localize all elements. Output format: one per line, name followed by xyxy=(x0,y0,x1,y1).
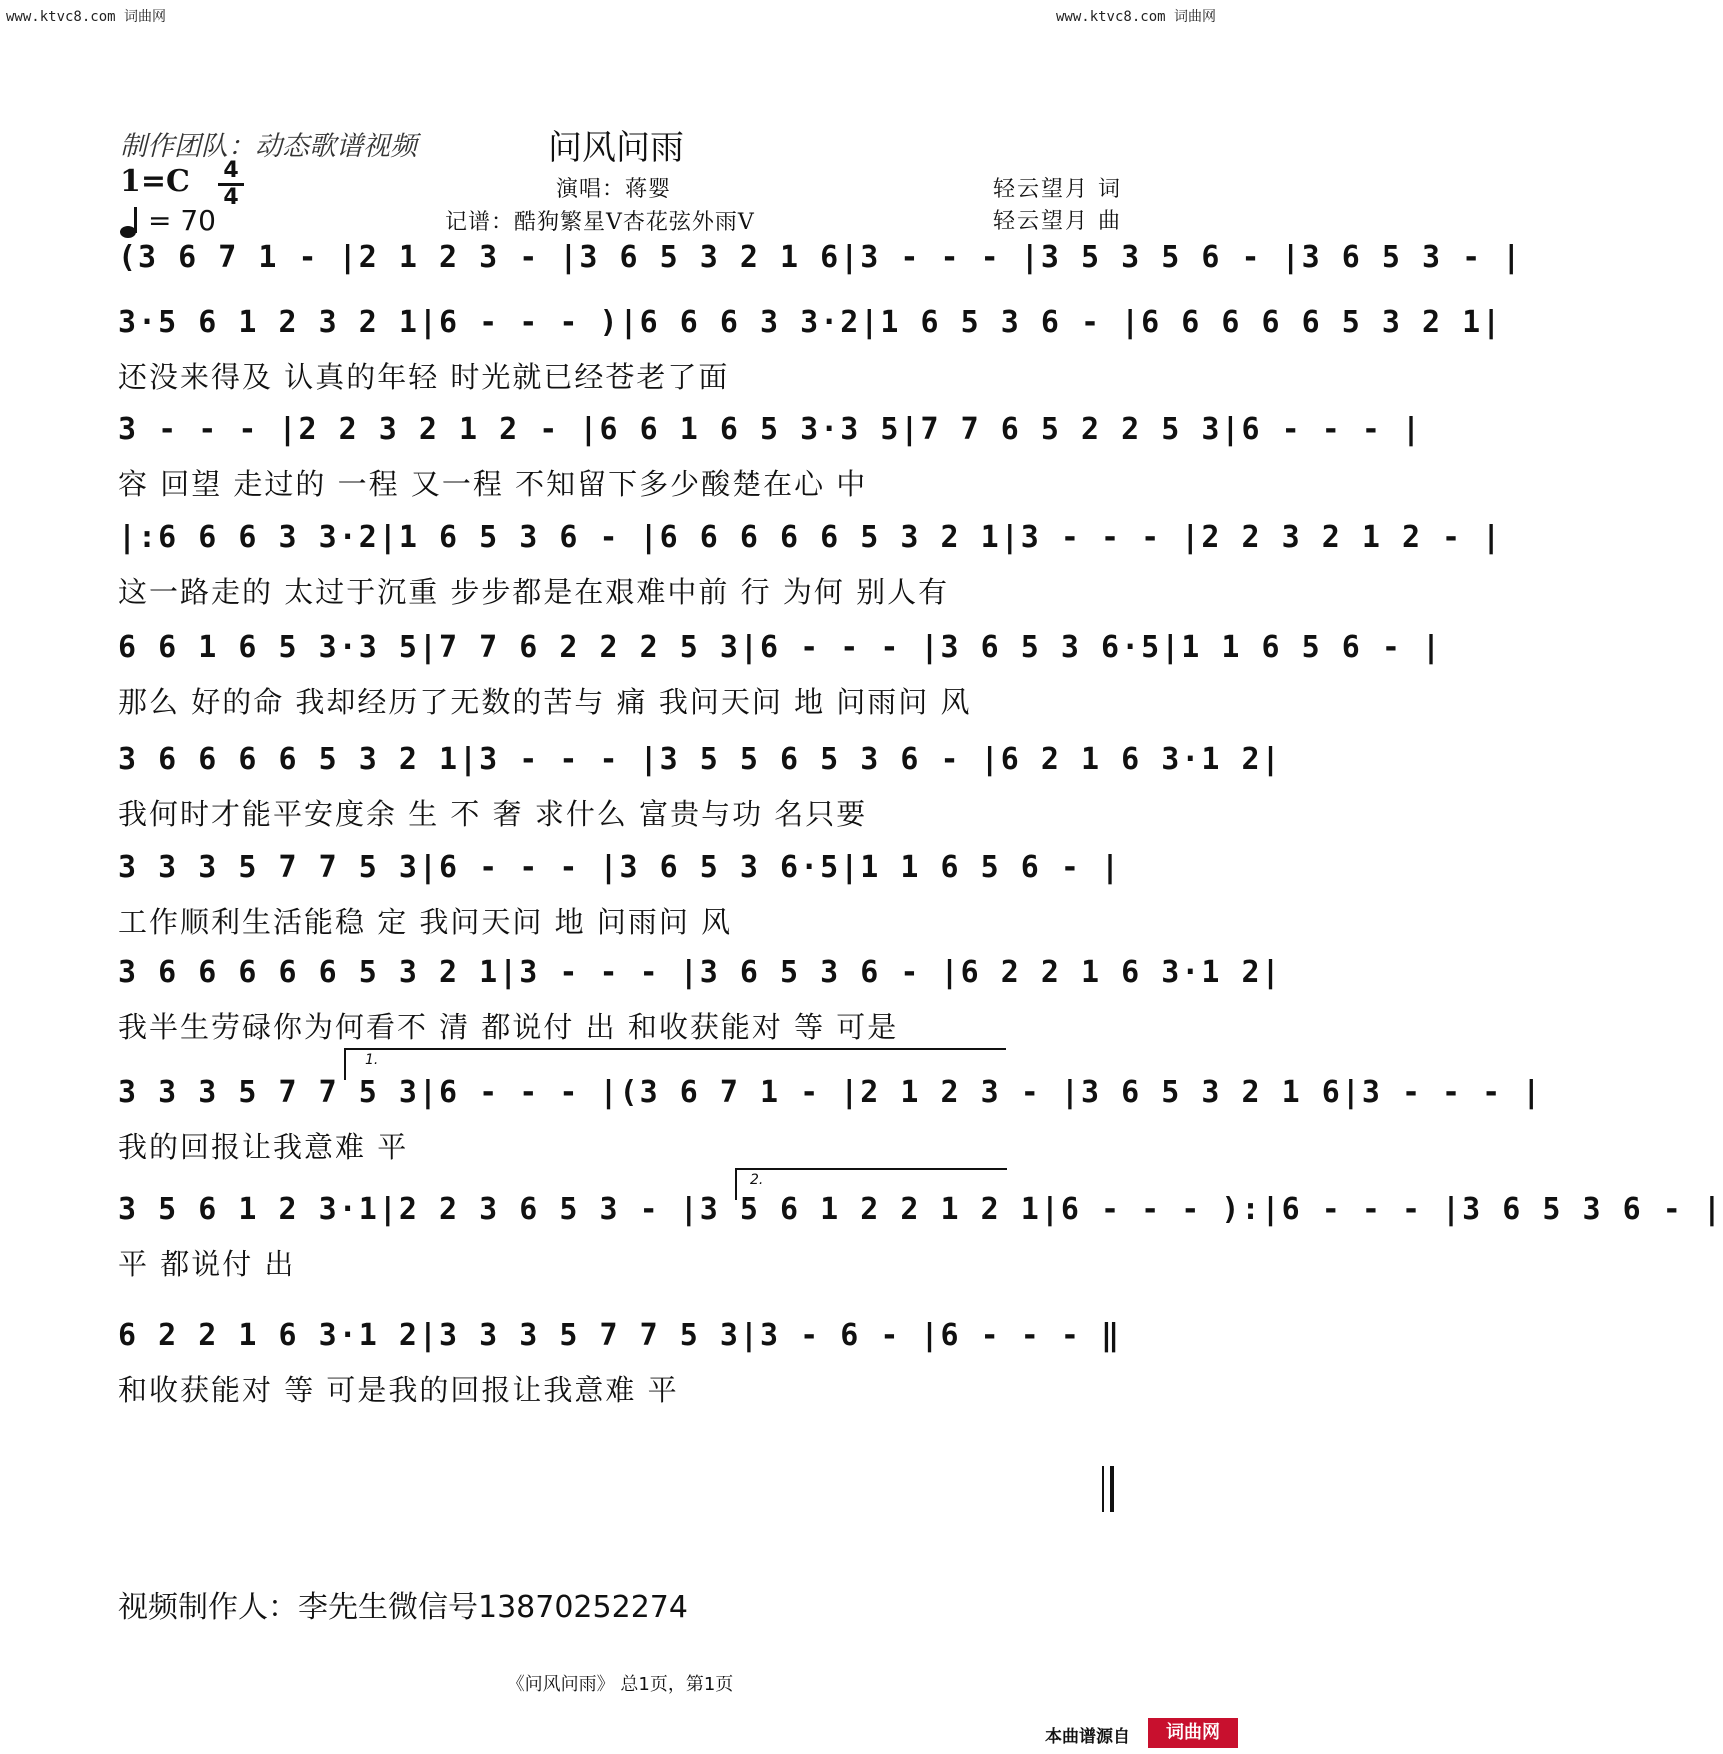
site-url-right[interactable]: www.ktvc8.com 词曲网 xyxy=(1055,9,1216,25)
second-ending-mark: 2. xyxy=(750,1172,764,1188)
lyric-line: 容 回望 走过的 一程 又一程 不知留下多少酸楚在心 中 xyxy=(118,467,868,501)
lyric-line: 我的回报让我意难 平 xyxy=(118,1130,409,1164)
lyric-line: 平 都说付 出 xyxy=(118,1247,296,1281)
page-footer: 《问风问雨》 总1页，第1页 xyxy=(506,1674,734,1695)
lyric-line: 我何时才能平安度余 生 不 奢 求什么 富贵与功 名只要 xyxy=(118,797,868,831)
score-line: 6 6 1 6 5 3·3 5|7 7 6 2 2 2 5 3|6 - - - |3 6 5 3 6·5|1 1 6 5 6 - | xyxy=(118,630,1443,665)
time-signature-bottom: 4 xyxy=(223,185,239,210)
score-line: 3 6 6 6 6 6 5 3 2 1|3 - - - |3 6 5 3 6 - |6 2 2 1 6 3·1 2| xyxy=(118,955,1282,990)
second-ending-bracket xyxy=(735,1168,1007,1200)
score-line: (3 6 7 1 - |2 1 2 3 - |3 6 5 3 2 1 6|3 - - - |3 5 3 5 6 - |3 6 5 3 - | xyxy=(118,240,1523,275)
site-url-left[interactable]: www.ktvc8.com 词曲网 xyxy=(6,9,167,25)
transcriber-credit: 记谱：酷狗繁星V杏花弦外雨V xyxy=(445,210,755,235)
final-barline-thick xyxy=(1110,1466,1114,1512)
lyric-line: 那么 好的命 我却经历了无数的苦与 痛 我问天问 地 问雨问 风 xyxy=(118,685,972,719)
score-line: 3·5 6 1 2 3 2 1|6 - - - )|6 6 6 3 3·2|1 6 5 3 6 - |6 6 6 6 6 5 3 2 1| xyxy=(118,305,1503,340)
song-title: 问风问雨 xyxy=(548,128,684,168)
quarter-note-icon xyxy=(117,205,147,239)
source-label: 本曲谱源自 xyxy=(1045,1727,1130,1747)
final-barline-thin xyxy=(1102,1466,1104,1512)
first-ending-bracket xyxy=(344,1048,1006,1080)
lyric-line: 这一路走的 太过于沉重 步步都是在艰难中前 行 为何 别人有 xyxy=(118,575,950,609)
lyric-line: 和收获能对 等 可是我的回报让我意难 平 xyxy=(118,1373,679,1407)
lyricist-credit: 轻云望月 词 xyxy=(993,177,1122,202)
score-line: 6 2 2 1 6 3·1 2|3 3 3 5 7 7 5 3|3 - 6 - |6 - - - ‖ xyxy=(118,1318,1122,1353)
tempo-marking: = 70 xyxy=(148,204,216,237)
time-signature-top: 4 xyxy=(223,158,239,183)
time-signature xyxy=(218,160,244,209)
key-signature: 1=C xyxy=(120,164,190,199)
video-producer-credit: 视频制作人：李先生微信号13870252274 xyxy=(118,1590,688,1625)
production-team: 制作团队：动态歌谱视频 xyxy=(120,131,417,162)
score-line: |:6 6 6 3 3·2|1 6 5 3 6 - |6 6 6 6 6 5 3 2 1|3 - - - |2 2 3 2 1 2 - | xyxy=(118,520,1503,555)
site-logo[interactable]: 词曲网 xyxy=(1148,1718,1238,1748)
score-line: 3 3 3 5 7 7 5 3|6 - - - |3 6 5 3 6·5|1 1 6 5 6 - | xyxy=(118,850,1122,885)
composer-credit: 轻云望月 曲 xyxy=(993,209,1122,234)
score-line: 3 3 3 5 7 7 5 3|6 - - - |(3 6 7 1 - |2 1 2 3 - |3 6 5 3 2 1 6|3 - - - | xyxy=(118,1075,1543,1110)
score-line: 3 6 6 6 6 5 3 2 1|3 - - - |3 5 5 6 5 3 6 - |6 2 1 6 3·1 2| xyxy=(118,742,1282,777)
singer-credit: 演唱：蒋婴 xyxy=(556,177,672,202)
lyric-line: 还没来得及 认真的年轻 时光就已经苍老了面 xyxy=(118,360,730,394)
score-line: 3 5 6 1 2 3·1|2 2 3 6 5 3 - |3 5 6 1 2 2 1 2 1|6 - - - ):|6 - - - |3 6 5 3 6 - | xyxy=(118,1192,1723,1227)
lyric-line: 我半生劳碌你为何看不 清 都说付 出 和收获能对 等 可是 xyxy=(118,1010,899,1044)
score-line: 3 - - - |2 2 3 2 1 2 - |6 6 1 6 5 3·3 5|7 7 6 5 2 2 5 3|6 - - - | xyxy=(118,412,1422,447)
first-ending-mark: 1. xyxy=(365,1052,379,1068)
lyric-line: 工作顺利生活能稳 定 我问天问 地 问雨问 风 xyxy=(118,905,733,939)
